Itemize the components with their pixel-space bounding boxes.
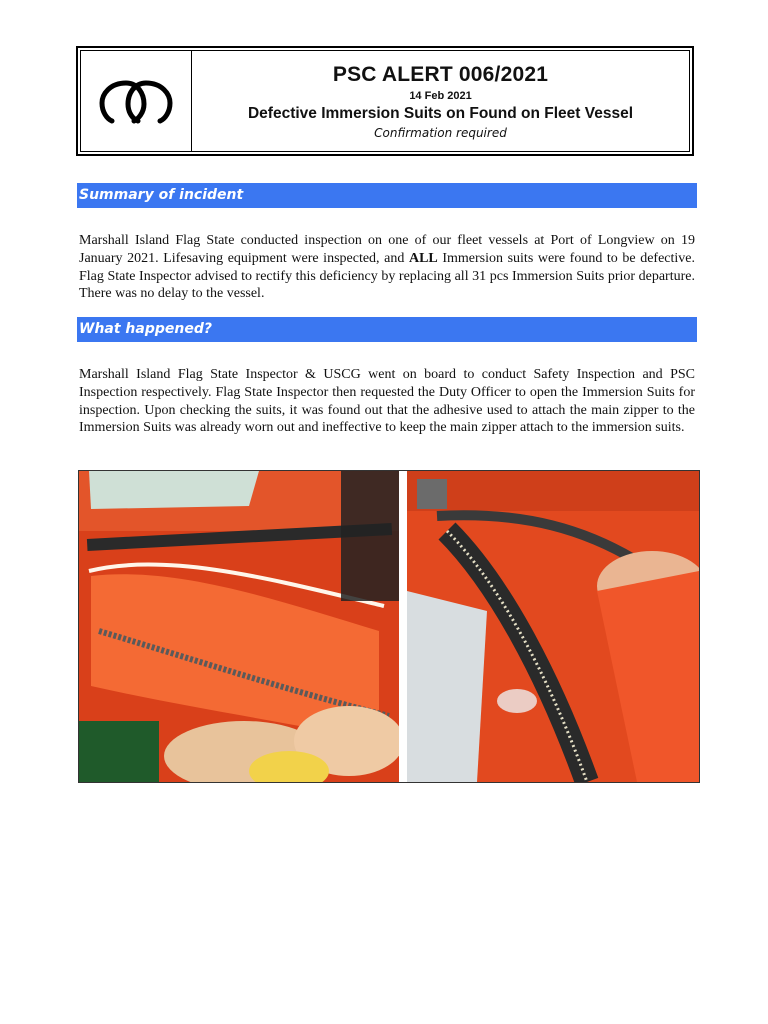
what-happened-paragraph: Marshall Island Flag State Inspector & USCG went on board to conduct Safety Inspection and PSC Inspection respectively. Flag State Inspector then requested the Duty Officer to open the Immersion Suits for inspection. Upon checking the suits, it was found out that the adhesive used to attach the main zipper to the Immersion Suits was already worn out and ineffective to keep the main zipper attach to the immersion suits. — [79, 367, 695, 436]
title-cell — [192, 51, 689, 151]
alert-header-inner — [80, 50, 690, 152]
what-happened-heading: What happened? — [77, 317, 697, 342]
summary-text-part1: Marshall Island Flag State conducted inspection on one of our fleet vessels at Port of Longview on 19 January 2021. Lifesaving equipment were inspected, and — [79, 233, 695, 266]
alert-header — [76, 46, 694, 156]
photo-right-zipper-detail — [407, 471, 699, 782]
alert-note: Confirmation required — [374, 125, 507, 140]
company-logo-icon — [98, 78, 174, 124]
summary-paragraph — [79, 232, 695, 303]
alert-date: 14 Feb 2021 — [409, 89, 472, 102]
alert-title: PSC ALERT 006/2021 — [332, 62, 549, 86]
photo-frame — [78, 470, 700, 783]
summary-heading: Summary of incident — [77, 183, 697, 208]
alert-subtitle: Defective Immersion Suits on Found on Fleet Vessel — [247, 104, 633, 122]
summary-text-bold: ALL — [408, 250, 438, 266]
photo-left-open-suit — [79, 471, 399, 782]
summary-text-part2: Immersion suits were found to be defective. Flag State Inspector advised to rectify this deficiency by replacing all 31 pcs Immersion Suits prior departure. There was no delay to the vessel. — [79, 250, 695, 302]
logo-cell — [81, 51, 192, 151]
photo-divider — [399, 471, 407, 782]
